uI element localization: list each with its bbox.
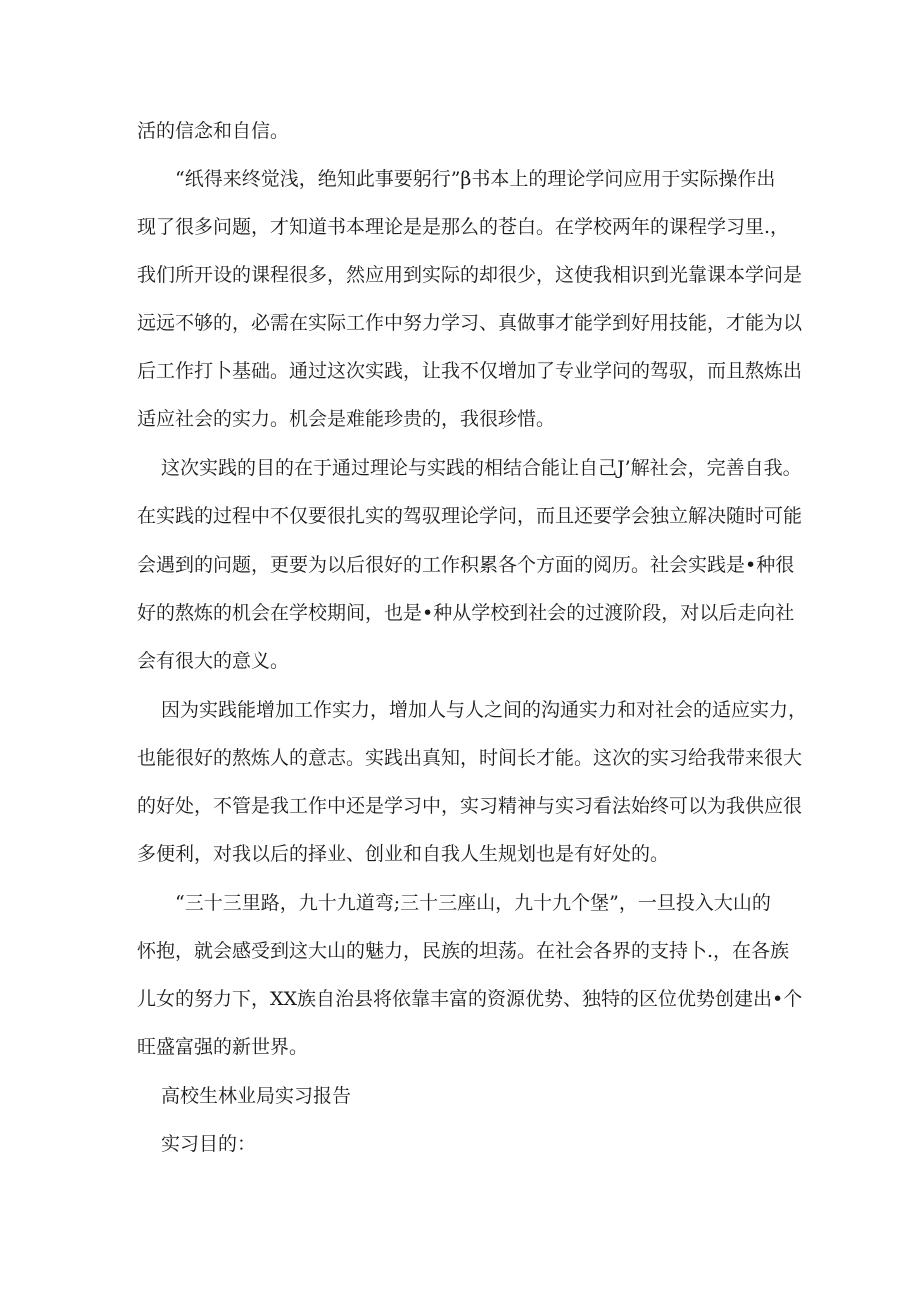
text-line: 现了很多问题，才知道书本理论是是那么的苍白。在学校两年的课程学习里.， — [137, 216, 790, 238]
text-line: 会有很大的意义。 — [137, 650, 290, 672]
text-line: 好的熬炼的机会在学校期间，也是•种从学校到社会的过渡阶段，对以后走向社 — [137, 602, 795, 624]
text-line: 多便利，对我以后的择业、创业和自我人生规划也是有好处的。 — [137, 843, 670, 865]
text-line: 怀抱，就会感受到这大山的魅力，民族的坦荡。在社会各界的支持卜.，在各族 — [137, 940, 790, 962]
text-line: “纸得来终觉浅，绝知此事要躬行”β书本上的理论学问应用于实际操作出 — [175, 168, 776, 190]
text-line: 也能很好的熬炼人的意志。实践出真知，时间长才能。这次的实习给我带来很大 — [137, 747, 803, 769]
section-heading: 高校生林业局实习报告 — [161, 1085, 352, 1107]
subsection-heading: 实习目的： — [161, 1133, 257, 1155]
text-line: 远远不够的，必需在实际工作中努力学习、真做事才能学到好用技能，才能为以 — [137, 312, 803, 334]
text-line: 会遇到的问题，更要为以后很好的工作积累各个方面的阅历。社会实践是•种很 — [137, 554, 795, 576]
text-line: 旺盛富强的新世界。 — [137, 1036, 309, 1058]
text-line: 的好处，不管是我工作中还是学习中，实习精神与实习看法始终可以为我供应很 — [137, 795, 803, 817]
text-line: 因为实践能增加工作实力，增加人与人之间的沟通实力和对社会的适应实力， — [161, 699, 808, 721]
text-line: 活的信念和自信。 — [137, 120, 290, 142]
text-line: 后工作打卜基础。通过这次实践，让我不仅增加了专业学问的驾驭，而且熬炼出 — [137, 360, 803, 382]
text-line: 我们所开设的课程很多，然应用到实际的却很少，这使我相识到光靠课本学问是 — [137, 264, 803, 286]
text-line: 在实践的过程中不仅要很扎实的驾驭理论学问，而且还要学会独立解决随时可能 — [137, 505, 803, 527]
text-line: 儿女的努力下，XX族自治县将依靠丰富的资源优势、独特的区位优势创建出•个 — [137, 988, 803, 1010]
text-line: 这次实践的目的在于通过理论与实践的相结合能让自己J’解社会，完善自我。 — [161, 457, 802, 479]
text-line: 适应社会的实力。机会是难能珍贵的，我很珍惜。 — [137, 408, 556, 430]
text-line: “三十三里路，九十九道弯;三十三座山，九十九个堡”，一旦投入大山的 — [175, 892, 771, 914]
